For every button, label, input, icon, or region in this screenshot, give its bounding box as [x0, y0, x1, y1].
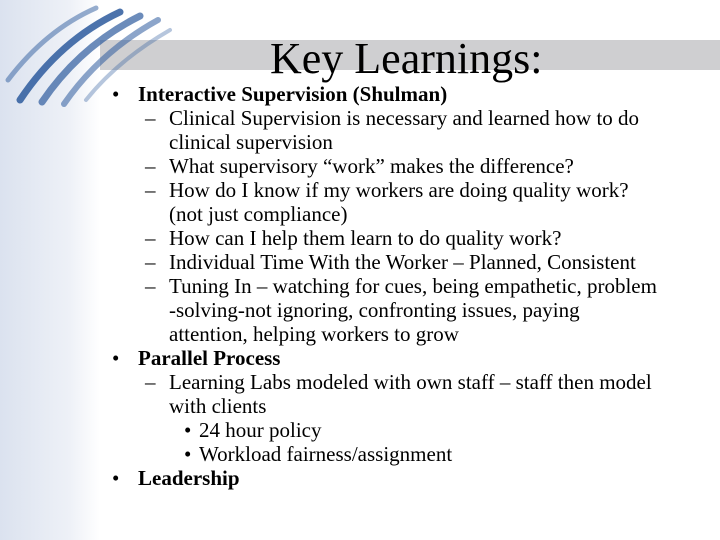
sub-bullet-line: -solving-not ignoring, confronting issues, paying	[169, 298, 580, 322]
bullet-interactive-supervision	[0, 82, 720, 106]
bullet-text: Interactive Supervision (Shulman)	[138, 82, 448, 106]
dash-marker: –	[145, 106, 156, 130]
sub-bullet-line: (not just compliance)	[169, 202, 348, 226]
sub-bullet-line: attention, helping workers to grow	[169, 322, 459, 346]
sub-bullet-line: clinical supervision	[169, 130, 333, 154]
dash-marker: –	[145, 250, 156, 274]
bullet-text: Parallel Process	[138, 346, 281, 370]
sub-bullet-line: How do I know if my workers are doing quality work?	[169, 178, 629, 202]
dash-marker: –	[145, 226, 156, 250]
sub-bullet	[0, 250, 720, 274]
sub-sub-bullet	[0, 418, 720, 442]
dash-marker: –	[145, 274, 156, 298]
sub-bullet-line: Learning Labs modeled with own staff – staff then model	[169, 370, 652, 394]
sub-bullet-line: How can I help them learn to do quality work?	[169, 226, 562, 250]
slide-content	[0, 82, 720, 490]
sub-bullet	[0, 226, 720, 250]
sub-bullet-line: with clients	[169, 394, 267, 418]
sub-bullet-line: What supervisory “work” makes the difference?	[169, 154, 574, 178]
bullet-marker: •	[112, 346, 120, 370]
sub-bullet	[0, 178, 720, 226]
bullet-leadership	[0, 466, 720, 490]
bullet-marker: •	[184, 418, 192, 442]
bullet-marker: •	[184, 442, 192, 466]
sub-bullet-line: Clinical Supervision is necessary and learned how to do	[169, 106, 640, 130]
sub-sub-bullet-text: 24 hour policy	[199, 418, 322, 442]
sub-bullet	[0, 154, 720, 178]
bullet-text: Leadership	[138, 466, 240, 490]
bullet-marker: •	[112, 82, 120, 106]
sub-bullet	[0, 106, 720, 154]
dash-marker: –	[145, 154, 156, 178]
slide-title: Key Learnings:	[270, 34, 543, 83]
sub-sub-bullet-text: Workload fairness/assignment	[199, 442, 453, 466]
sub-bullet	[0, 370, 720, 418]
sub-bullet-line: Tuning In – watching for cues, being empathetic, problem	[169, 274, 657, 298]
dash-marker: –	[145, 178, 156, 202]
sub-bullet	[0, 274, 720, 346]
sub-bullet-line: Individual Time With the Worker – Planned, Consistent	[169, 250, 636, 274]
bullet-marker: •	[112, 466, 120, 490]
sub-sub-bullet	[0, 442, 720, 466]
bullet-parallel-process	[0, 346, 720, 370]
dash-marker: –	[145, 370, 156, 394]
